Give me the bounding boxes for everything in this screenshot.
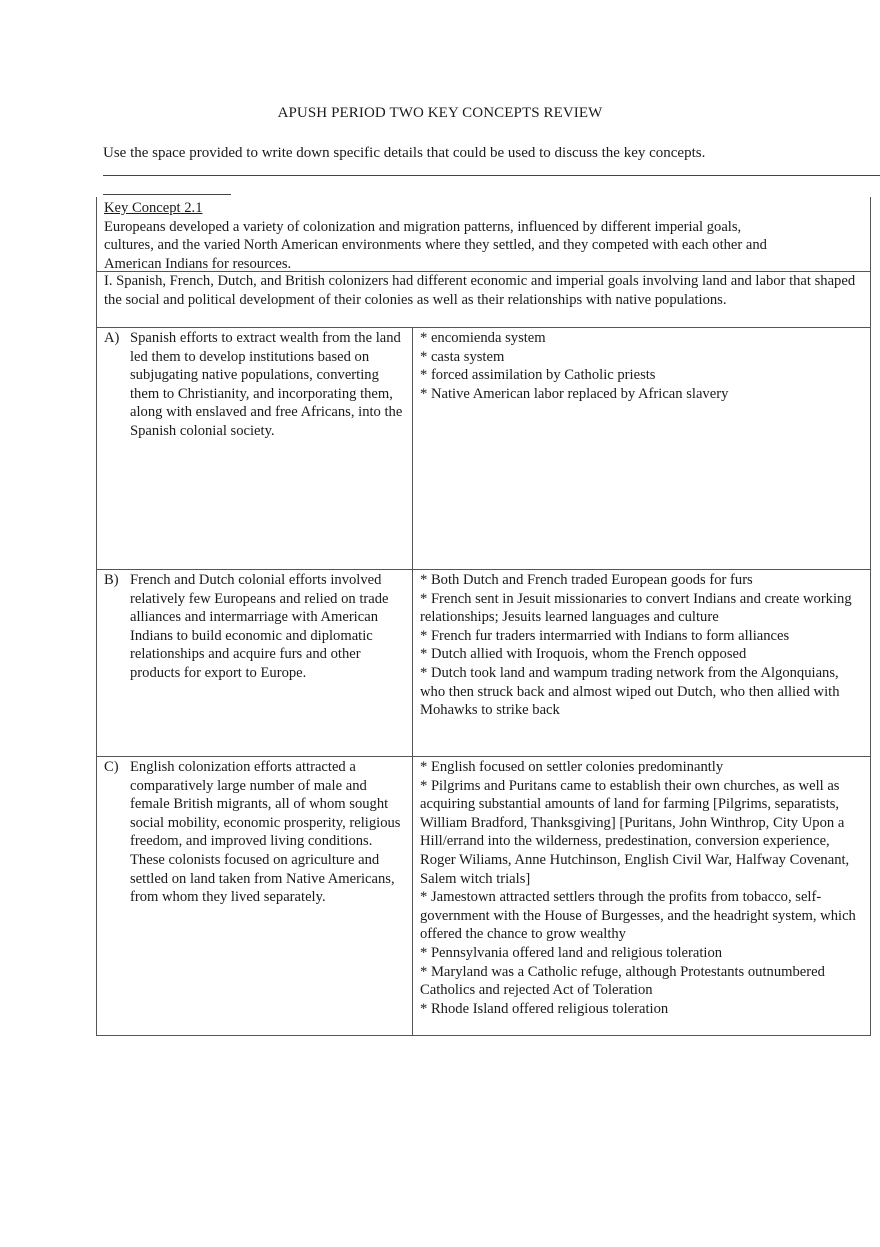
section-one-box [96, 272, 871, 328]
detail-line: * encomienda system [420, 330, 546, 346]
heading-rule [103, 194, 231, 195]
details-cell[interactable] [413, 328, 870, 569]
concept-cell [97, 757, 413, 1035]
sub-letter: B) [104, 572, 119, 588]
sub-concept-text: French and Dutch colonial efforts involved relatively few Europeans and relied on trade alliances and intermarriage with American Indians to build economic and diplomatic relationships and acquire furs and other products for export to Europe. [130, 572, 389, 681]
concept-cell [97, 328, 413, 569]
detail-line: * Jamestown attracted settlers through the profits from tobacco, self-government with the House of Burgesses, and the headright system, which offered the chance to grow wealthy [420, 889, 856, 943]
details-cell[interactable] [413, 757, 870, 1035]
detail-line: * casta system [420, 348, 505, 365]
detail-line: * French fur traders intermarried with Indians to form alliances [420, 627, 790, 644]
key-concept-box [96, 197, 871, 272]
sub-concept-text: Spanish efforts to extract wealth from the land led them to develop institutions based on subjugating native populations, converting them to Christianity, and incorporating them, along with enslaved and free Africans, into the Spanish colonial society. [130, 330, 403, 439]
detail-line: * English focused on settler colonies predominantly [420, 759, 724, 775]
detail-line: * Dutch took land and wampum trading network from the Algonquians, who then struck back and almost wiped out Dutch, who then allied with Mohawks to strike back [420, 664, 840, 719]
key-concept-heading: Key Concept 2.1 [104, 200, 203, 216]
sub-concept-c [104, 758, 404, 907]
sub-letter: C) [104, 759, 119, 775]
table-row [96, 570, 871, 757]
table-row [96, 328, 871, 570]
detail-line: * French sent in Jesuit missionaries to convert Indians and create working relationships; Jesuits learned languages and culture [420, 590, 852, 626]
writing-line [103, 175, 880, 176]
detail-line: * Dutch allied with Iroquois, whom the French opposed [420, 646, 747, 663]
detail-line: * Both Dutch and French traded European goods for furs [420, 572, 753, 588]
section-one-text: I. Spanish, French, Dutch, and British colonizers had different economic and imperial goals involving land and labor that shaped the social and political development of their colonies as well as their relationships with native populations. [104, 273, 856, 308]
sub-concept-b [104, 571, 404, 683]
detail-line: * Pilgrims and Puritans came to establish their own churches, as well as acquiring substantial amounts of land for farming [Pilgrims, separatists, William Bradford, Thanksgiving] [Puritans, John Winthrop, City Upon a Hill/errand into the wilderness, predestination, conversion experience, Roger Wiliams, Anne Hutchinson, English Civil War, Halfway Covenant, Salem witch trials] [420, 777, 850, 887]
key-concept-text: Europeans developed a variety of colonization and migration patterns, influenced by different imperial goals, cultures, and the varied North American environments where they settled, and they competed with each other and American Indians for resources. [104, 218, 767, 272]
table-row [96, 757, 871, 1036]
detail-line: * Maryland was a Catholic refuge, although Protestants outnumbered Catholics and rejected Act of Toleration [420, 963, 825, 999]
concept-cell [97, 570, 413, 756]
instructions-text: Use the space provided to write down specific details that could be used to discuss the key concepts. [103, 145, 706, 161]
detail-line: * forced assimilation by Catholic priests [420, 367, 656, 384]
page-title: APUSH PERIOD TWO KEY CONCEPTS REVIEW [277, 105, 603, 121]
sub-concept-text: English colonization efforts attracted a comparatively large number of male and female British migrants, all of whom sought social mobility, economic prosperity, religious freedom, and improved living conditions. These colonists focused on agriculture and settled on land taken from Native Americans, from whom they lived separately. [130, 759, 401, 906]
sub-concept-a [104, 329, 404, 441]
sub-letter: A) [104, 330, 120, 346]
details-cell[interactable] [413, 570, 870, 756]
detail-line: * Rhode Island offered religious toleration [420, 1000, 669, 1017]
detail-line: * Pennsylvania offered land and religious toleration [420, 944, 723, 961]
concept-table [96, 197, 871, 1036]
detail-line: * Native American labor replaced by African slavery [420, 385, 729, 402]
